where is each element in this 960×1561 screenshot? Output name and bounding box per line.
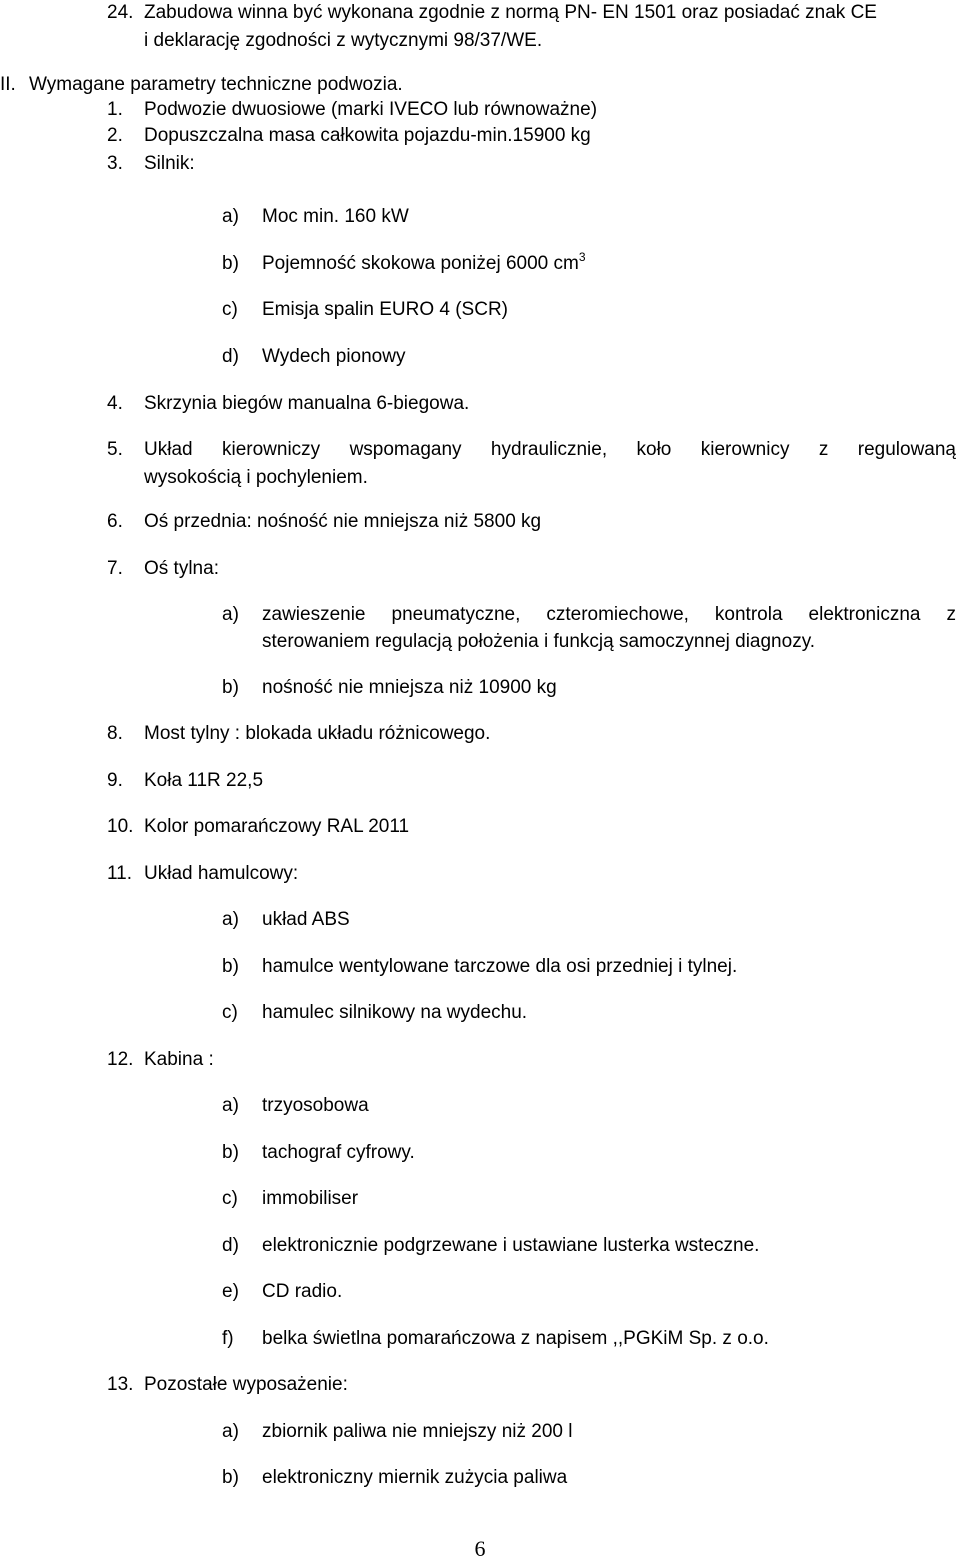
item-3b-text xyxy=(262,250,586,275)
item-11a-letter: a) xyxy=(222,909,239,930)
item-12b-text: tachograf cyfrowy. xyxy=(262,1142,415,1163)
item-7-text: Oś tylna: xyxy=(144,558,219,579)
item-13a-text: zbiornik paliwa nie mniejszy niż 200 l xyxy=(262,1421,573,1442)
item-10-text: Kolor pomarańczowy RAL 2011 xyxy=(144,816,410,837)
item-12d-letter: d) xyxy=(222,1235,239,1256)
item-5-number: 5. xyxy=(107,439,123,460)
item-7a-text-line1: zawieszenie pneumatyczne, czteromiechowe, kontrola elektroniczna z xyxy=(262,604,956,625)
item-13b-text: elektroniczny miernik zużycia paliwa xyxy=(262,1467,568,1488)
item-3d-letter: d) xyxy=(222,346,239,367)
item-9-number: 9. xyxy=(107,770,123,791)
item-11c-letter: c) xyxy=(222,1002,238,1023)
page-number: 6 xyxy=(474,1536,486,1561)
item-7a-text-line2: sterowaniem regulacją położenia i funkcją samoczynnej diagnozy. xyxy=(262,631,816,652)
item-12a-text: trzyosobowa xyxy=(262,1095,369,1116)
item-12c-letter: c) xyxy=(222,1188,238,1209)
section-2-title: Wymagane parametry techniczne podwozia. xyxy=(29,74,403,95)
item-12a-letter: a) xyxy=(222,1095,239,1116)
item-2-number: 2. xyxy=(107,125,123,146)
item-3b-letter: b) xyxy=(222,253,239,274)
item-11-number: 11. xyxy=(107,863,133,884)
item-12-number: 12. xyxy=(107,1049,134,1070)
item-11-text: Układ hamulcowy: xyxy=(144,863,299,884)
item-11a-text: układ ABS xyxy=(262,909,350,930)
item-4-number: 4. xyxy=(107,393,123,414)
item-5-text-line1: Układ kierowniczy wspomagany hydraulicznie, koło kierownicy z regulowaną xyxy=(144,439,956,460)
item-12f-text: belka świetlna pomarańczowa z napisem ,,PGKiM Sp. z o.o. xyxy=(262,1328,769,1349)
item-3a-letter: a) xyxy=(222,206,239,227)
item-1-number: 1. xyxy=(107,99,123,120)
superscript-3: 3 xyxy=(578,250,586,264)
item-11c-text: hamulec silnikowy na wydechu. xyxy=(262,1002,528,1023)
item-24-number: 24. xyxy=(107,2,134,23)
item-3c-letter: c) xyxy=(222,299,238,320)
item-24-text-line1: Zabudowa winna być wykonana zgodnie z normą PN- EN 1501 oraz posiadać znak CE xyxy=(144,2,877,23)
item-2-text: Dopuszczalna masa całkowita pojazdu-min.15900 kg xyxy=(144,125,591,146)
item-13-number: 13. xyxy=(107,1374,134,1395)
item-7b-letter: b) xyxy=(222,677,239,698)
item-6-number: 6. xyxy=(107,511,123,532)
item-12e-letter: e) xyxy=(222,1281,239,1302)
item-8-text: Most tylny : blokada układu różnicowego. xyxy=(144,723,491,744)
item-8-number: 8. xyxy=(107,723,123,744)
item-11b-text: hamulce wentylowane tarczowe dla osi przedniej i tylnej. xyxy=(262,956,738,977)
item-9-text: Koła 11R 22,5 xyxy=(144,770,264,791)
item-3-text: Silnik: xyxy=(144,153,195,174)
item-5-text-line2: wysokością i pochyleniem. xyxy=(144,467,368,488)
item-1-text: Podwozie dwuosiowe (marki IVECO lub równoważne) xyxy=(144,99,598,120)
item-13a-letter: a) xyxy=(222,1421,239,1442)
item-3b-text-main: Pojemność skokowa poniżej 6000 cm xyxy=(262,253,579,274)
item-13b-letter: b) xyxy=(222,1467,239,1488)
item-4-text: Skrzynia biegów manualna 6-biegowa. xyxy=(144,393,470,414)
item-12e-text: CD radio. xyxy=(262,1281,343,1302)
item-12f-letter: f) xyxy=(222,1328,234,1349)
item-12d-text: elektronicznie podgrzewane i ustawiane lusterka wsteczne. xyxy=(262,1235,760,1256)
item-3d-text: Wydech pionowy xyxy=(262,346,406,367)
item-7a-letter: a) xyxy=(222,604,239,625)
section-2-number: II. xyxy=(0,74,16,95)
item-7b-text: nośność nie mniejsza niż 10900 kg xyxy=(262,677,557,698)
item-12c-text: immobiliser xyxy=(262,1188,359,1209)
item-11b-letter: b) xyxy=(222,956,239,977)
item-3a-text: Moc min. 160 kW xyxy=(262,206,409,227)
item-6-text: Oś przednia: nośność nie mniejsza niż 5800 kg xyxy=(144,511,542,532)
item-7-number: 7. xyxy=(107,558,123,579)
item-3c-text: Emisja spalin EURO 4 (SCR) xyxy=(262,299,508,320)
item-10-number: 10. xyxy=(107,816,134,837)
item-12-text: Kabina : xyxy=(144,1049,214,1070)
item-12b-letter: b) xyxy=(222,1142,239,1163)
item-24-text-line2: i deklarację zgodności z wytycznymi 98/37/WE. xyxy=(144,30,543,51)
item-3-number: 3. xyxy=(107,153,123,174)
item-13-text: Pozostałe wyposażenie: xyxy=(144,1374,348,1395)
